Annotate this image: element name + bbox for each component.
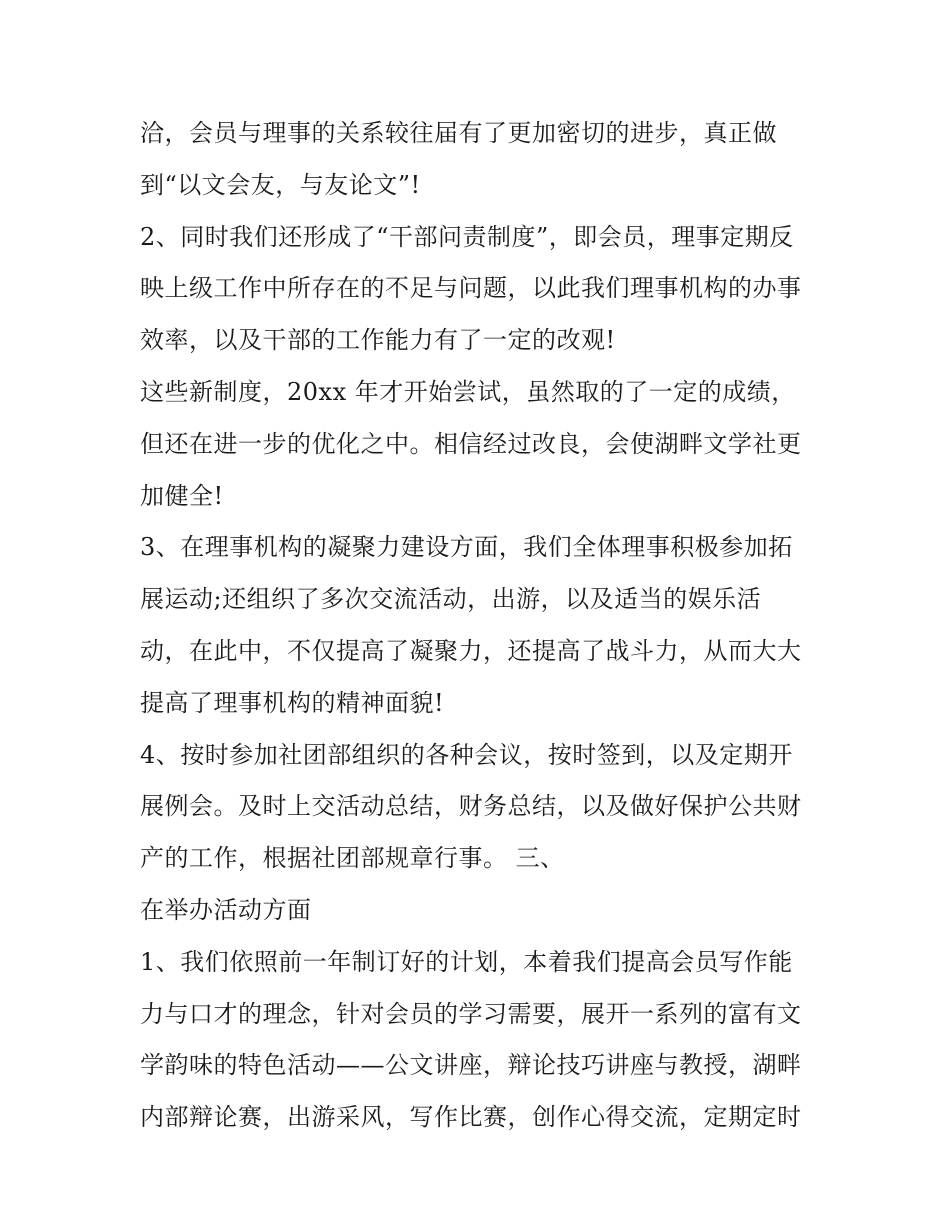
section-heading: 在举办活动方面 bbox=[140, 895, 312, 924]
text-line: 到“以文会友，与友论文”! bbox=[140, 170, 421, 199]
text-line: 但还在进一步的优化之中。相信经过改良，会使湖畔文学社更 bbox=[140, 429, 802, 458]
text-line: 动，在此中，不仅提高了凝聚力，还提高了战斗力，从而大大 bbox=[140, 636, 802, 665]
text-line: 洽，会员与理事的关系较往届有了更加密切的进步，真正做 bbox=[140, 119, 777, 147]
text-line: 1、我们依照前一年制订好的计划，本着我们提高会员写作能 bbox=[140, 947, 793, 976]
text-line: 加健全! bbox=[140, 481, 224, 510]
text-line: 学韵味的特色活动——公文讲座，辩论技巧讲座与教授，湖畔 bbox=[140, 1051, 802, 1080]
text-line: 提高了理事机构的精神面貌! bbox=[140, 688, 445, 717]
text-line: 力与口才的理念，针对会员的学习需要，展开一系列的富有文 bbox=[140, 999, 802, 1028]
text-line: 2、同时我们还形成了“干部问责制度”，即会员，理事定期反 bbox=[140, 222, 794, 251]
text-line: 映上级工作中所存在的不足与问题，以此我们理事机构的办事 bbox=[140, 274, 802, 303]
text-line: 4、按时参加社团部组织的各种会议，按时签到，以及定期开 bbox=[140, 740, 793, 769]
text-line: 3、在理事机构的凝聚力建设方面，我们全体理事积极参加拓 bbox=[140, 533, 793, 562]
text-line: 产的工作，根据社团部规章行事。 三、 bbox=[140, 844, 565, 873]
text-line: 内部辩论赛，出游采风，写作比赛，创作心得交流，定期定时 bbox=[140, 1103, 802, 1132]
text-line: 展运动;还组织了多次交流活动，出游，以及适当的娱乐活 bbox=[140, 585, 762, 614]
text-line: 效率，以及干部的工作能力有了一定的改观! bbox=[140, 326, 616, 355]
document-body bbox=[140, 108, 820, 1144]
text-line: 这些新制度，20xx 年才开始尝试，虽然取的了一定的成绩， bbox=[140, 377, 796, 406]
text-line: 展例会。及时上交活动总结，财务总结，以及做好保护公共财 bbox=[140, 792, 802, 821]
